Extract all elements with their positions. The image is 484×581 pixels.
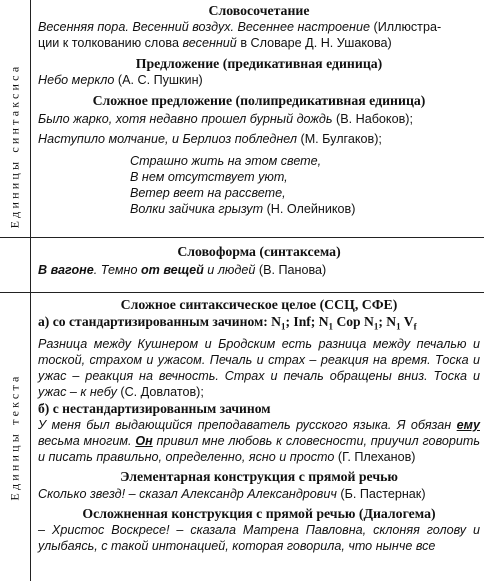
formula-index: f bbox=[413, 321, 417, 332]
formula-text: V bbox=[400, 314, 414, 329]
subsection-a-label bbox=[38, 313, 480, 336]
poem-line: В нем отсутствует уют, bbox=[130, 170, 288, 184]
formula-index: 1 bbox=[328, 321, 334, 332]
example-source: в Словаре Д. Н. Ушакова) bbox=[236, 36, 392, 50]
poem-line-text: Волки зайчика грызут bbox=[130, 202, 264, 216]
example-text: – Христос Воскресе! – сказала Матрена Павловна, склоняя голову и улыбаясь, с такой интонацией, которая говорила, что нынче все bbox=[38, 522, 480, 553]
formula-text: ; Inf; N bbox=[285, 314, 329, 329]
syntax-units-cell bbox=[31, 2, 484, 217]
complex-example-2 bbox=[38, 129, 480, 149]
side-label-syntax: Единицы синтаксиса bbox=[7, 63, 22, 229]
side-label-text: Единицы текста bbox=[7, 372, 22, 501]
poem-line: Ветер веет на рассвете, bbox=[130, 186, 286, 200]
example-source: (Иллюстра- bbox=[370, 20, 442, 34]
complex-example-1 bbox=[38, 109, 480, 129]
example-text: привил мне любовь к словесности, приучил говорить и писать правильно, определенно, ясно и просто bbox=[38, 433, 480, 464]
subsection-label-text: а) со стандартизированным зачином: N bbox=[38, 314, 281, 329]
example-text: Было жарко, хотя недавно прошел бурный дождь bbox=[38, 112, 333, 126]
subsection-a-example bbox=[38, 336, 480, 400]
example-source: (М. Булгаков); bbox=[297, 132, 382, 146]
formula-text: ; N bbox=[378, 314, 397, 329]
poem-line bbox=[130, 201, 480, 217]
example-source: (Н. Олейников) bbox=[263, 202, 356, 216]
formula-index: 1 bbox=[396, 321, 401, 332]
example-text: У меня был выдающийся преподаватель русского языка. Я обязан bbox=[38, 417, 457, 432]
phrase-example bbox=[38, 19, 480, 51]
subsection-b-example bbox=[38, 417, 480, 465]
example-source: (А. С. Пушкин) bbox=[114, 73, 203, 87]
sentence-example bbox=[38, 72, 480, 88]
example-text: Разница между Кушнером и Бродским есть разница между печалью и тоской, страхом и ужасом. Печаль и страх – реакция на время. Тоска и ужас – реакция на вечность. Страх и печаль обращены вниз. Тоска и ужас – к небу bbox=[38, 336, 480, 399]
example-source: (С. Довлатов); bbox=[116, 384, 204, 399]
section-title-dialogeme: Осложненная конструкция с прямой речью (Диалогема) bbox=[82, 505, 436, 521]
example-text: и bbox=[203, 263, 218, 277]
direct-speech-example bbox=[38, 485, 480, 503]
word-form-cell bbox=[31, 243, 484, 280]
example-text: Весенняя пора. Весенний воздух. Весеннее настроение bbox=[38, 20, 370, 34]
row-divider bbox=[0, 292, 484, 293]
example-source: ции к толкованию слова bbox=[38, 36, 183, 50]
side-label-cell-text bbox=[0, 292, 31, 581]
section-title-direct-speech: Элементарная конструкция с прямой речью bbox=[120, 468, 398, 484]
poem bbox=[130, 153, 480, 217]
example-source: (В. Набоков); bbox=[332, 112, 413, 126]
side-label-cell-syntax bbox=[0, 0, 31, 292]
row-divider bbox=[0, 237, 484, 238]
formula-index: 1 bbox=[281, 321, 286, 332]
section-title-sentence: Предложение (предикативная единица) bbox=[135, 56, 383, 71]
section-title-complex-sentence: Сложное предложение (полипредикативная единица) bbox=[92, 93, 426, 108]
example-source: (Г. Плеханов) bbox=[334, 449, 416, 464]
word-form-example bbox=[38, 260, 480, 280]
text-units-cell bbox=[31, 296, 484, 554]
example-text: весьма многим. bbox=[38, 433, 136, 448]
subsection-b-label: б) с нестандартизированным зачином bbox=[38, 400, 271, 416]
formula-index: 1 bbox=[373, 321, 379, 332]
example-text: . Темно bbox=[93, 263, 141, 277]
example-text: людей bbox=[217, 263, 256, 277]
syntaxeme: от вещей bbox=[140, 263, 204, 277]
anaphor: ему bbox=[456, 417, 480, 432]
dialogeme-example bbox=[38, 522, 480, 554]
section-title-word-form: Словоформа (синтаксема) bbox=[177, 244, 341, 259]
anaphor: Он bbox=[135, 433, 153, 448]
example-text: Наступило молчание, и Берлиоз побледнел bbox=[38, 132, 297, 146]
formula-text: Cop N bbox=[333, 314, 374, 329]
example-word: весенний bbox=[182, 36, 237, 50]
example-text: Сколько звезд! – сказал Александр Александрович bbox=[38, 486, 337, 501]
example-source: (Б. Пастернак) bbox=[336, 486, 426, 501]
poem-line: Страшно жить на этом свете, bbox=[130, 154, 322, 168]
example-source: (В. Панова) bbox=[255, 263, 327, 277]
section-title-phrase: Словосочетание bbox=[208, 3, 310, 18]
section-title-complex-syntactic-whole: Сложное синтаксическое целое (ССЦ, СФЕ) bbox=[120, 297, 398, 312]
example-text: Небо меркло bbox=[38, 73, 115, 87]
syntaxeme: В вагоне bbox=[38, 263, 94, 277]
